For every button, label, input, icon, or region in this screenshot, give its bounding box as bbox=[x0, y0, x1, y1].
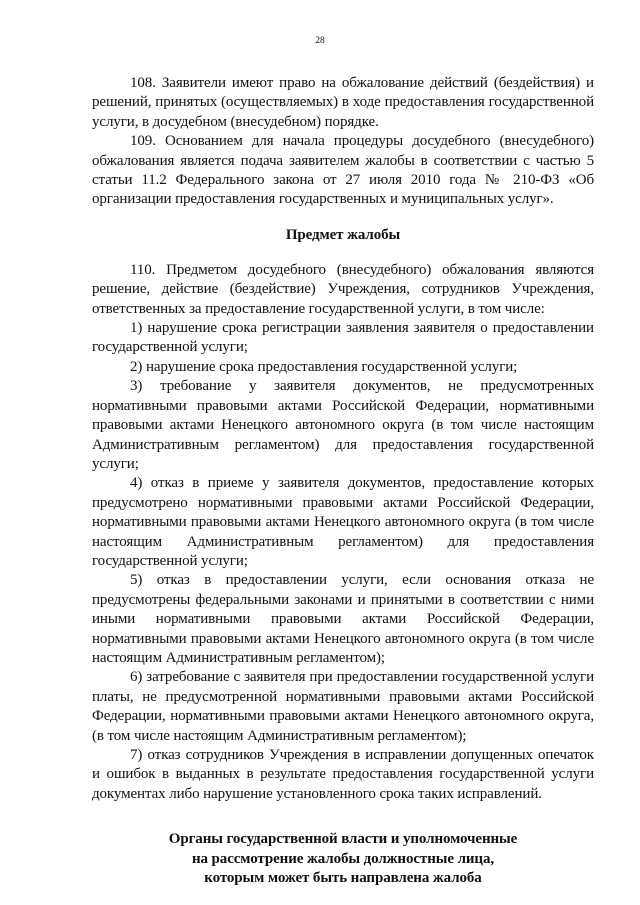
list-item: 5) отказ в предоставлении услуги, если основания отказа не предусмотрены федеральными законами и принятыми в соответствии с ними иными нормативными правовыми актами Российской Федерации, нормативными правовыми актами Ненецкого автономного округа (в том числе настоящим Административным регламентом); bbox=[92, 572, 594, 666]
list-item: 2) нарушение срока предоставления государственной услуги; bbox=[130, 358, 518, 375]
heading-line: которым может быть направлена жалоба bbox=[204, 870, 482, 887]
section-heading-subject: Предмет жалобы bbox=[285, 226, 401, 243]
list-item: 4) отказ в приеме у заявителя документов, предоставление которых предусмотрено нормативными правовыми актами Российской Федерации, нормативными правовыми актами Ненецкого автономного округа (в том числе настоящим Административным регламентом) для предоставления государственной услуги; bbox=[92, 475, 594, 569]
list-item: 7) отказ сотрудников Учреждения в исправлении допущенных опечаток и ошибок в выданных в результате предоставления государственной услуги документах либо нарушение установленного срока таких исправлений. bbox=[92, 747, 594, 802]
section-heading-authorities bbox=[92, 830, 594, 889]
paragraph-108: 108. Заявители имеют право на обжалование действий (бездействия) и решений, принятых (осуществляемых) в ходе предоставления государственной услуги, в досудебном (внесудебном) порядке. bbox=[92, 75, 594, 130]
paragraph-109: 109. Основанием для начала процедуры досудебного (внесудебного) обжалования является подача заявителем жалобы в соответствии с частью 5 статьи 11.2 Федерального закона от 27 июля 2010 года № 210-ФЗ «Об организации предоставления государственных и муниципальных услуг». bbox=[92, 133, 594, 208]
heading-line: Органы государственной власти и уполномоченные bbox=[168, 831, 518, 848]
list-item: 6) затребование с заявителя при предоставлении государственной услуги платы, не предусмотренной нормативными правовыми актами Российской Федерации, нормативными правовыми актами Ненецкого автономного округа, (в том числе настоящим Административным регламентом); bbox=[92, 669, 594, 744]
page-number: 28 bbox=[315, 36, 325, 46]
list-item: 1) нарушение срока регистрации заявления заявителя о предоставлении государственной услуги; bbox=[92, 320, 594, 356]
paragraph-110: 110. Предметом досудебного (внесудебного) обжалования являются решение, действие (бездействие) Учреждения, сотрудников Учреждения, ответственных за предоставление государственной услуги, в том числе: bbox=[92, 261, 594, 317]
list-item: 3) требование у заявителя документов, не предусмотренных нормативными правовыми актами Российской Федерации, нормативными правовыми актами Ненецкого автономного округа (в том числе настоящим Административным регламентом) для предоставления государственной услуги; bbox=[92, 378, 594, 472]
heading-line: на рассмотрение жалобы должностные лица, bbox=[191, 850, 495, 867]
document-body bbox=[92, 74, 594, 889]
